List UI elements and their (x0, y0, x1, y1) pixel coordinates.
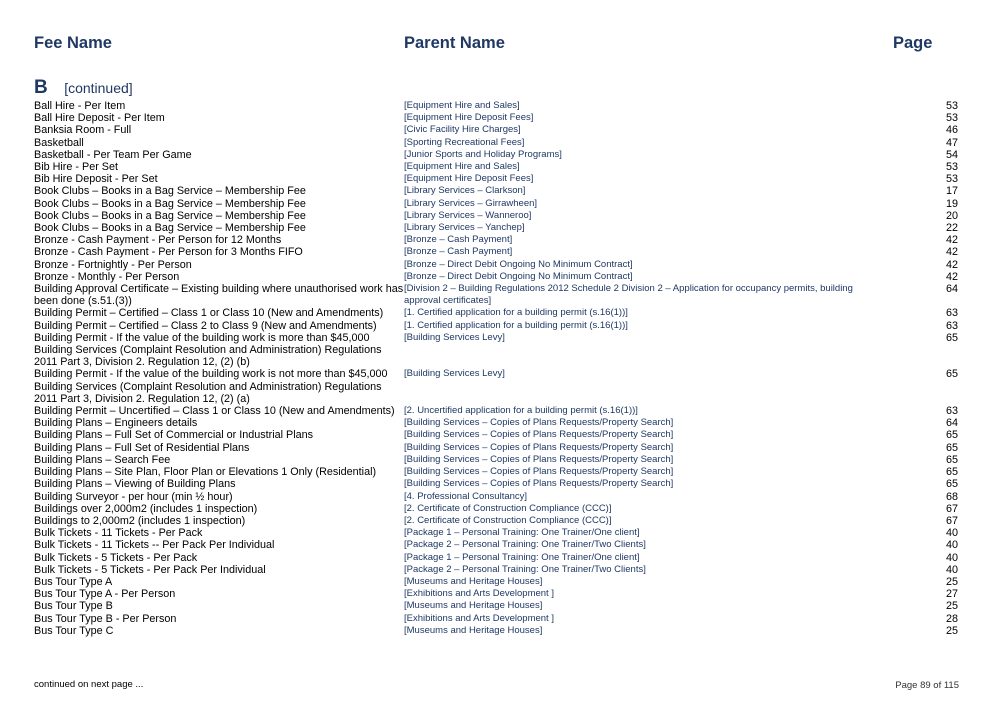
parent-name-cell: [Museums and Heritage Houses] (404, 600, 543, 612)
page-number-cell: 40 (945, 563, 958, 576)
page-number-cell: 40 (945, 539, 958, 552)
fee-name-cell: Book Clubs – Books in a Bag Service – Membership Fee (34, 185, 306, 198)
table-row (34, 234, 958, 246)
parent-name-cell: [4. Professional Consultancy] (404, 490, 528, 502)
parent-name-cell: [Sporting Recreational Fees] (404, 136, 525, 148)
page-number-cell: 53 (945, 161, 958, 174)
fee-name-cell: Ball Hire Deposit - Per Item (34, 112, 165, 125)
page-number-cell: 65 (945, 453, 958, 466)
parent-name-cell: [Building Services Levy] (404, 368, 505, 380)
fee-name-cell: Banksia Room - Full (34, 124, 132, 137)
parent-name-cell: [Division 2 – Building Regulations 2012 Schedule 2 Division 2 – Application for occupancy permits, building approval certificates] (404, 283, 853, 307)
table-row (34, 515, 958, 527)
table-row (34, 320, 958, 332)
table-row (34, 100, 958, 112)
table-row (34, 185, 958, 197)
page-number-cell: 63 (945, 307, 958, 320)
parent-name-cell: [Civic Facility Hire Charges] (404, 124, 521, 136)
table-row (34, 417, 958, 429)
fee-name-cell: Book Clubs – Books in a Bag Service – Membership Fee (34, 197, 306, 210)
table-row (34, 405, 958, 417)
parent-name-cell: [Package 1 – Personal Training: One Trainer/One client] (404, 551, 640, 563)
fee-name-cell: Bulk Tickets - 5 Tickets - Per Pack (34, 551, 198, 564)
parent-name-cell: [2. Certificate of Construction Compliance (CCC)] (404, 502, 612, 514)
page-number-cell: 40 (945, 527, 958, 540)
table-row (34, 527, 958, 539)
page-number-cell: 53 (945, 112, 958, 125)
table-row (34, 124, 958, 136)
fee-name-cell: Bib Hire Deposit - Per Set (34, 173, 158, 186)
page-number-cell: 25 (945, 575, 958, 588)
parent-name-cell: [Museums and Heritage Houses] (404, 575, 543, 587)
parent-name-cell: [Package 1 – Personal Training: One Trainer/One client] (404, 527, 640, 539)
page-number-cell: 19 (945, 197, 958, 210)
page-number-cell: 25 (945, 600, 958, 613)
table-row (34, 588, 958, 600)
page-number-cell: 67 (945, 502, 958, 515)
parent-name-cell: [Equipment Hire and Sales] (404, 161, 520, 173)
page-number-cell: 68 (945, 490, 958, 503)
fee-name-cell: Bus Tour Type A (34, 575, 113, 588)
fee-name-cell: Buildings over 2,000m2 (includes 1 inspection) (34, 502, 258, 515)
table-row (34, 576, 958, 588)
parent-name-cell: [2. Certificate of Construction Compliance (CCC)] (404, 514, 612, 526)
fee-name-cell: Bronze - Monthly - Per Person (34, 270, 180, 283)
continued-note: continued on next page ... (34, 679, 144, 690)
parent-name-cell: [Package 2 – Personal Training: One Trainer/Two Clients] (404, 539, 646, 551)
page-number-cell: 40 (945, 551, 958, 564)
page-number-cell: 25 (945, 624, 958, 637)
parent-name-column-header: Parent Name (404, 34, 505, 52)
section-heading (34, 77, 133, 99)
parent-name-cell: [Equipment Hire and Sales] (404, 100, 520, 111)
fee-name-cell: Bus Tour Type C (34, 624, 114, 637)
table-row (34, 112, 958, 124)
page-number-cell: 63 (945, 405, 958, 418)
page-number-cell: 42 (945, 234, 958, 247)
fee-name-cell: Book Clubs – Books in a Bag Service – Membership Fee (34, 222, 306, 235)
table-row (34, 454, 958, 466)
parent-name-cell: [Library Services – Wanneroo] (404, 209, 532, 221)
fee-name-cell: Buildings to 2,000m2 (includes 1 inspection) (34, 514, 246, 527)
parent-name-cell: [Exhibitions and Arts Development ] (404, 588, 554, 600)
page-number-cell: 27 (945, 588, 958, 601)
page-number-cell: 54 (945, 148, 958, 161)
page-number-cell: 63 (945, 319, 958, 332)
table-row (34, 478, 958, 490)
fee-name-cell: Basketball (34, 136, 84, 149)
table-row (34, 613, 958, 625)
table-row (34, 161, 958, 173)
table-row (34, 625, 958, 637)
table-row (34, 198, 958, 210)
fee-name-cell: Bronze - Cash Payment - Per Person for 12 Months (34, 234, 282, 247)
parent-name-cell: [Building Services – Copies of Plans Requests/Property Search] (404, 453, 674, 465)
page-number-cell: 47 (945, 136, 958, 149)
parent-name-cell: [Building Services – Copies of Plans Requests/Property Search] (404, 417, 674, 429)
table-row (34, 246, 958, 258)
table-row (34, 271, 958, 283)
fee-name-cell: Building Permit - If the value of the building work is more than $45,000 Building Services (Complaint Resolution and Administration) Regulations 2011 Part 3, Division 2. Regulation 12, (2) (b) (34, 331, 382, 369)
table-row (34, 173, 958, 185)
parent-name-cell: [Building Services – Copies of Plans Requests/Property Search] (404, 429, 674, 441)
page-number-cell: 28 (945, 612, 958, 625)
parent-name-cell: [1. Certified application for a building permit (s.16(1))] (404, 319, 628, 331)
page-number: Page 89 of 115 (895, 680, 959, 691)
table-row (34, 307, 958, 319)
page-number-cell: 46 (945, 124, 958, 137)
fee-name-cell: Basketball - Per Team Per Game (34, 148, 192, 161)
page-number-cell: 53 (945, 100, 958, 112)
page-number-cell: 53 (945, 173, 958, 186)
parent-name-cell: [Building Services Levy] (404, 331, 505, 343)
fee-name-cell: Building Permit - If the value of the building work is not more than $45,000 Building Services (Complaint Resolution and Administration) Regulations 2011 Part 3, Division 2. Regulation 12, (2) (a) (34, 368, 388, 405)
parent-name-cell: [Building Services – Copies of Plans Requests/Property Search] (404, 441, 674, 453)
page-number-cell: 65 (945, 331, 958, 344)
parent-name-cell: [Library Services – Clarkson] (404, 185, 526, 197)
fee-name-cell: Bronze - Cash Payment - Per Person for 3 Months FIFO (34, 246, 303, 259)
page-number-cell: 42 (945, 246, 958, 259)
page-number-cell: 20 (945, 209, 958, 222)
parent-name-cell: [Bronze – Direct Debit Ongoing No Minimum Contract] (404, 270, 633, 282)
table-row (34, 466, 958, 478)
table-row (34, 503, 958, 515)
page-number-cell: 42 (945, 258, 958, 271)
table-row (34, 137, 958, 149)
fee-name-cell: Bulk Tickets - 11 Tickets -- Per Pack Per Individual (34, 539, 275, 552)
fee-name-cell: Bus Tour Type B - Per Person (34, 612, 177, 625)
page-number-cell: 42 (945, 270, 958, 283)
parent-name-cell: [Building Services – Copies of Plans Requests/Property Search] (404, 466, 674, 478)
fee-name-cell: Bib Hire - Per Set (34, 161, 119, 174)
page-number-cell: 22 (945, 222, 958, 235)
page-number-cell: 64 (945, 417, 958, 430)
fee-name-cell: Ball Hire - Per Item (34, 100, 126, 112)
parent-name-cell: [Bronze – Cash Payment] (404, 234, 513, 246)
table-row (34, 149, 958, 161)
fee-name-column-header: Fee Name (34, 34, 112, 52)
page-number-cell: 65 (945, 429, 958, 442)
table-row (34, 600, 958, 612)
fee-name-cell: Building Plans – Full Set of Residential Plans (34, 441, 250, 454)
table-row (34, 552, 958, 564)
fee-name-cell: Bulk Tickets - 5 Tickets - Per Pack Per Individual (34, 563, 266, 576)
section-continued-label: [continued] (64, 80, 133, 96)
fee-name-cell: Building Permit – Uncertified – Class 1 or Class 10 (New and Amendments) (34, 405, 395, 418)
parent-name-cell: [Museums and Heritage Houses] (404, 624, 543, 636)
fee-name-cell: Bus Tour Type A - Per Person (34, 588, 176, 601)
fee-name-cell: Building Plans – Site Plan, Floor Plan or Elevations 1 Only (Residential) (34, 466, 377, 479)
fee-name-cell: Building Plans – Engineers details (34, 417, 198, 430)
table-row (34, 222, 958, 234)
table-row (34, 210, 958, 222)
fee-name-cell: Building Permit – Certified – Class 1 or Class 10 (New and Amendments) (34, 307, 384, 320)
fee-name-cell: Bus Tour Type B (34, 600, 113, 613)
fee-name-cell: Building Permit – Certified – Class 2 to Class 9 (New and Amendments) (34, 319, 377, 332)
table-row (34, 442, 958, 454)
table-row (34, 539, 958, 551)
page-number-cell: 65 (945, 368, 958, 381)
parent-name-cell: [Bronze – Cash Payment] (404, 246, 513, 258)
fee-name-cell: Building Plans – Viewing of Building Plans (34, 478, 236, 491)
fee-name-cell: Building Approval Certificate – Existing building where unauthorised work has been done (s.51.(3)) (34, 283, 404, 308)
parent-name-cell: [Equipment Hire Deposit Fees] (404, 173, 534, 185)
page-number-cell: 65 (945, 466, 958, 479)
parent-name-cell: [Package 2 – Personal Training: One Trainer/Two Clients] (404, 563, 646, 575)
parent-name-cell: [Building Services – Copies of Plans Requests/Property Search] (404, 478, 674, 490)
page-number-cell: 65 (945, 441, 958, 454)
fee-name-cell: Bulk Tickets - 11 Tickets - Per Pack (34, 527, 203, 540)
fee-name-cell: Building Plans – Full Set of Commercial or Industrial Plans (34, 429, 314, 442)
page-number-cell: 64 (945, 283, 958, 296)
page-number-cell: 17 (945, 185, 958, 198)
table-row (34, 368, 958, 405)
table-row (34, 564, 958, 576)
table-row (34, 283, 958, 307)
fee-index-table (34, 100, 958, 637)
table-row (34, 259, 958, 271)
parent-name-cell: [2. Uncertified application for a building permit (s.16(1))] (404, 405, 638, 417)
parent-name-cell: [Equipment Hire Deposit Fees] (404, 112, 534, 124)
parent-name-cell: [Library Services – Yanchep] (404, 222, 525, 234)
section-letter: B (34, 77, 48, 98)
page-number-cell: 67 (945, 514, 958, 527)
table-row (34, 429, 958, 441)
table-row (34, 491, 958, 503)
page-number-cell: 65 (945, 478, 958, 491)
fee-name-cell: Bronze - Fortnightly - Per Person (34, 258, 192, 271)
fee-name-cell: Book Clubs – Books in a Bag Service – Membership Fee (34, 209, 306, 222)
parent-name-cell: [Exhibitions and Arts Development ] (404, 612, 554, 624)
parent-name-cell: [Bronze – Direct Debit Ongoing No Minimum Contract] (404, 258, 633, 270)
parent-name-cell: [1. Certified application for a building permit (s.16(1))] (404, 307, 628, 319)
parent-name-cell: [Junior Sports and Holiday Programs] (404, 148, 562, 160)
table-row (34, 332, 958, 369)
fee-name-cell: Building Plans – Search Fee (34, 453, 171, 466)
fee-name-cell: Building Surveyor - per hour (min ½ hour) (34, 490, 233, 503)
parent-name-cell: [Library Services – Girrawheen] (404, 197, 538, 209)
page-column-header: Page (893, 34, 933, 52)
